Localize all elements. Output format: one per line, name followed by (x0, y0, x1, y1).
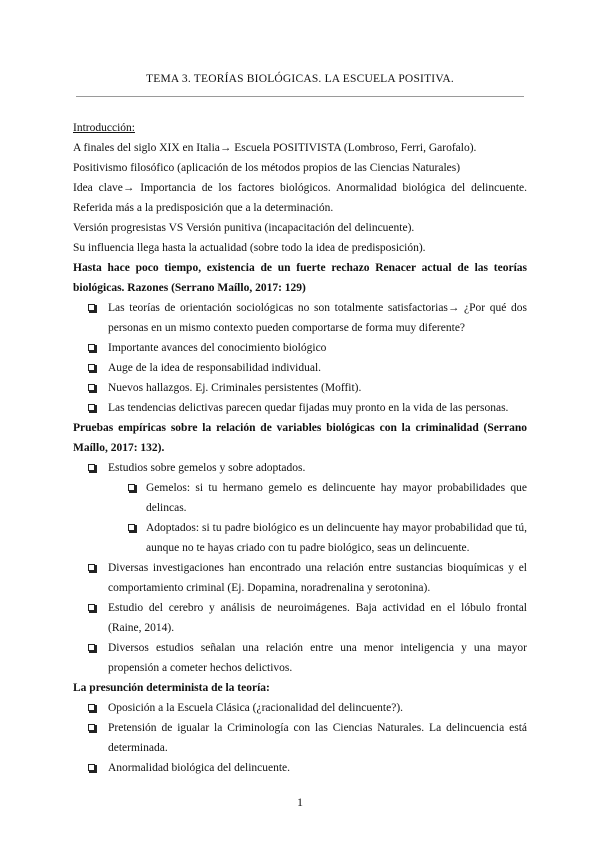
checkbox-bullet-icon (88, 384, 95, 391)
checkbox-bullet-icon (128, 484, 135, 491)
list-item (73, 698, 527, 718)
intro-line: A finales del siglo XIX en Italia→ Escuela POSITIVISTA (Lombroso, Ferri, Garofalo). (73, 142, 477, 154)
checkbox-bullet-icon (88, 644, 95, 651)
title-divider (76, 96, 524, 97)
list-item (73, 458, 527, 478)
sub-list-item-text: Adoptados: si tu padre biológico es un delincuente hay mayor probabilidad que tú, aunque no te hayas criado con tu padre biológico, seas un delincuente. (146, 522, 527, 554)
list-item (73, 558, 527, 598)
list-item-text: Estudio del cerebro y análisis de neuroimágenes. Baja actividad en el lóbulo frontal (Raine, 2014). (108, 602, 527, 634)
section-heading-presuncion: La presunción determinista de la teoría: (73, 682, 270, 694)
list-item-text: Nuevos hallazgos. Ej. Criminales persistentes (Moffit). (108, 382, 362, 394)
checkbox-bullet-icon (88, 344, 95, 351)
checkbox-bullet-icon (88, 364, 95, 371)
checkbox-bullet-icon (128, 524, 135, 531)
list-item (73, 378, 527, 398)
list-item (73, 758, 527, 778)
intro-heading: Introducción: (73, 122, 135, 134)
intro-line: Idea clave→ Importancia de los factores biológicos. Anormalidad biológica del delincuente. Referida más a la predisposición que a la determinación. (73, 182, 527, 214)
list-item-text: Auge de la idea de responsabilidad individual. (108, 362, 322, 374)
intro-line: Versión progresistas VS Versión punitiva (incapacitación del delincuente). (73, 222, 415, 234)
list-item-text: Las tendencias delictivas parecen quedar fijadas muy pronto en la vida de las personas. (108, 402, 509, 414)
list-item (73, 398, 527, 418)
page-number: 1 (297, 795, 303, 809)
section-heading-rechazo: Hasta hace poco tiempo, existencia de un fuerte rechazo Renacer actual de las teorías biológicas. Razones (Serrano Maíllo, 2017: 129) (73, 262, 527, 294)
intro-line: Su influencia llega hasta la actualidad (sobre todo la idea de predisposición). (73, 242, 426, 254)
list-item (73, 298, 527, 338)
list-item-text: Diversos estudios señalan una relación entre una menor inteligencia y una mayor propensión a cometer hechos delictivos. (108, 642, 527, 674)
sub-list-item (73, 478, 527, 518)
intro-line: Positivismo filosófico (aplicación de los métodos propios de las Ciencias Naturales) (73, 162, 461, 174)
checkbox-bullet-icon (88, 404, 95, 411)
list-item-text: Estudios sobre gemelos y sobre adoptados. (108, 462, 306, 474)
sub-list-item (73, 518, 527, 558)
list-item (73, 718, 527, 758)
sub-list-item-text: Gemelos: si tu hermano gemelo es delincuente hay mayor probabilidades que delincas. (146, 482, 527, 514)
page-title: TEMA 3. TEORÍAS BIOLÓGICAS. LA ESCUELA POSITIVA. (146, 73, 454, 85)
list-item (73, 338, 527, 358)
checkbox-bullet-icon (88, 704, 95, 711)
list-item (73, 598, 527, 638)
document-body (73, 118, 527, 778)
checkbox-bullet-icon (88, 724, 95, 731)
list-item-text: Diversas investigaciones han encontrado una relación entre sustancias bioquímicas y el comportamiento criminal (Ej. Dopamina, noradrenalina y serotonina). (108, 562, 527, 594)
list-item-text: Importante avances del conocimiento biológico (108, 342, 327, 354)
checkbox-bullet-icon (88, 304, 95, 311)
list-item-text: Anormalidad biológica del delincuente. (108, 762, 291, 774)
checkbox-bullet-icon (88, 464, 95, 471)
checkbox-bullet-icon (88, 764, 95, 771)
checkbox-bullet-icon (88, 604, 95, 611)
list-item-text: Oposición a la Escuela Clásica (¿racionalidad del delincuente?). (108, 702, 404, 714)
list-item (73, 638, 527, 678)
list-item-text: Pretensión de igualar la Criminología con las Ciencias Naturales. La delincuencia está determinada. (108, 722, 527, 754)
list-item (73, 358, 527, 378)
list-item-text: Las teorías de orientación sociológicas no son totalmente satisfactorias→ ¿Por qué dos personas en un mismo contexto pueden comportarse de forma muy diferente? (108, 302, 527, 334)
section-heading-pruebas: Pruebas empíricas sobre la relación de variables biológicas con la criminalidad (Serrano Maíllo, 2017: 132). (73, 422, 527, 454)
checkbox-bullet-icon (88, 564, 95, 571)
